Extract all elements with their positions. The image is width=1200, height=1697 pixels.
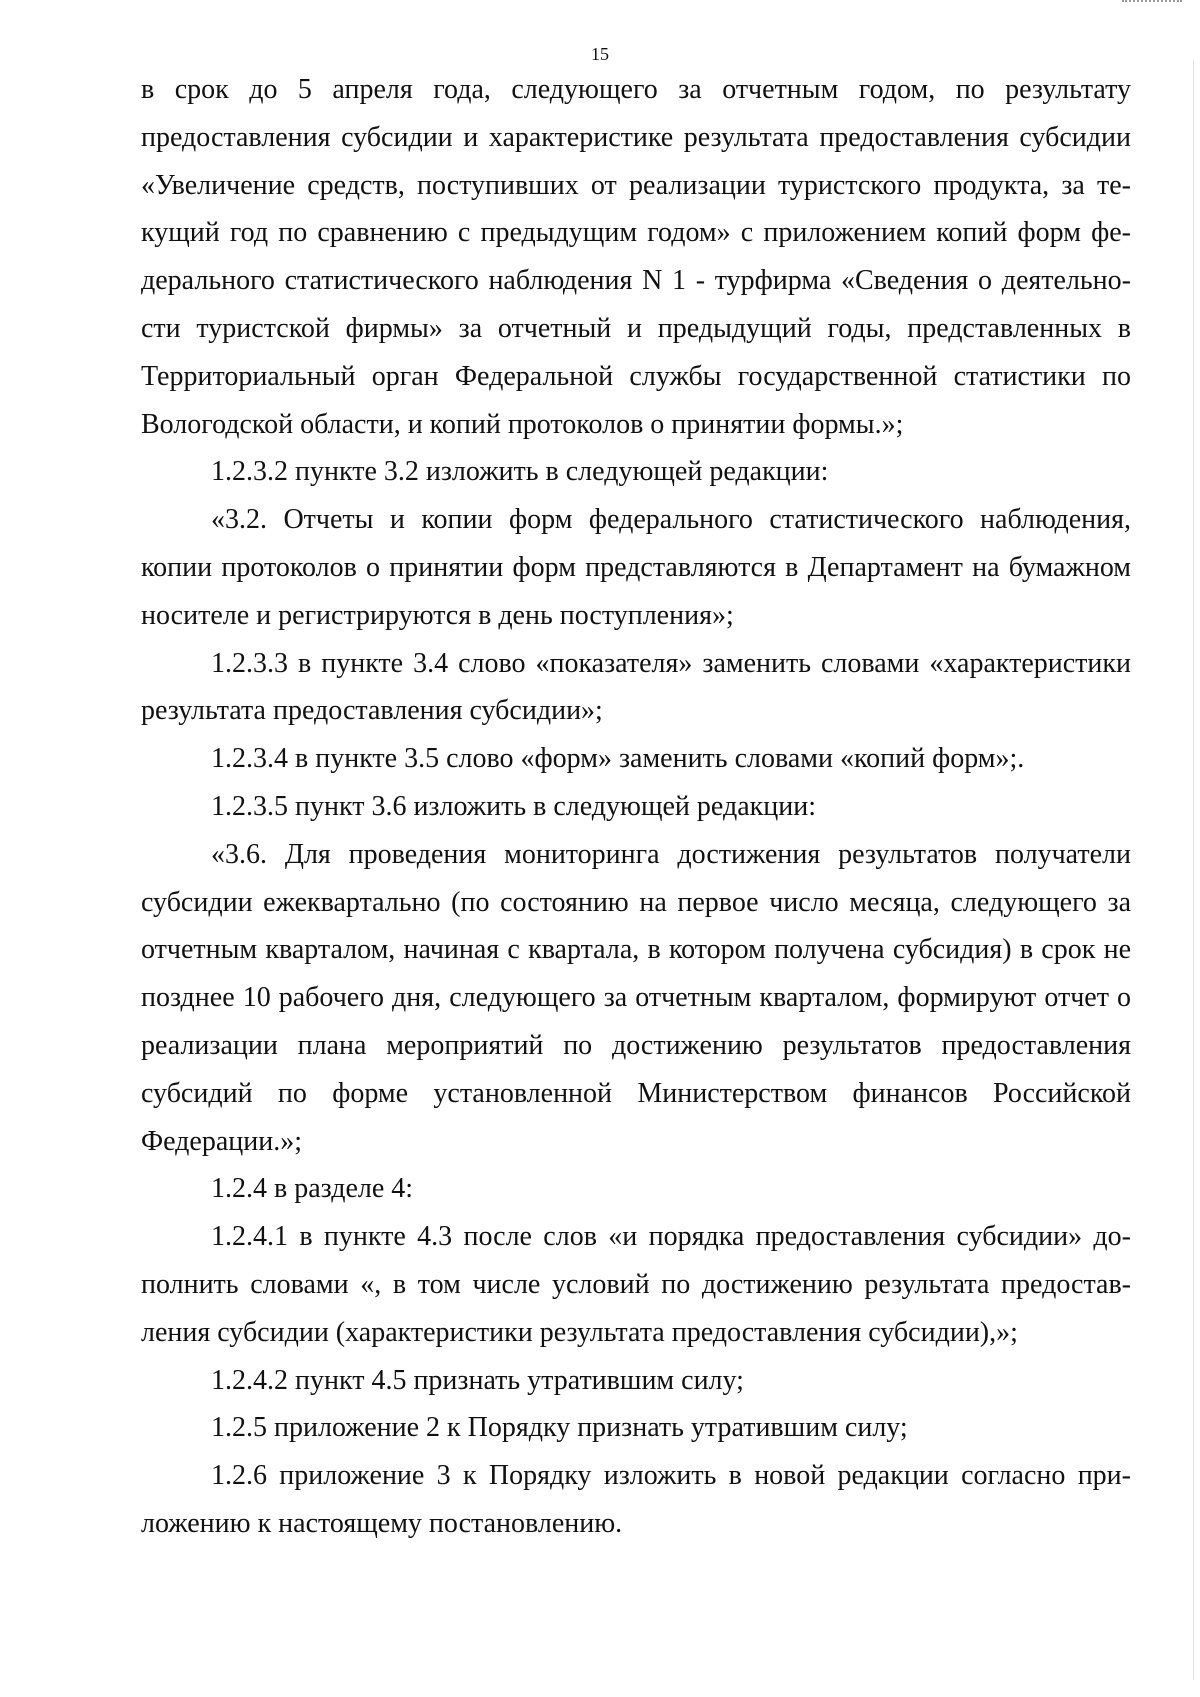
paragraph-item-1-2-3-2: 1.2.3.2 пункте 3.2 изложить в следующей редакции: [211,456,829,488]
page-number: 15 [591,44,609,64]
document-body [141,66,1131,1548]
paragraph-item-1-2-6: 1.2.6 приложение 3 к Порядку изложить в новой редакции согласно приложению к настоящему постановлению. [141,1460,1131,1539]
paragraph-item-1-2-4-2: 1.2.4.2 пункт 4.5 признать утратившим силу; [211,1364,744,1396]
scan-edge-marks [1122,0,1182,6]
paragraph-quote-3-2: «3.2. Отчеты и копии форм федерального статистического наблюдения, копии протоколов о принятии форм представляются в Департамент на бумажном носителе и регистрируются в день поступления»; [141,504,1131,631]
paragraph-item-1-2-3-5: 1.2.3.5 пункт 3.6 изложить в следующей редакции: [211,790,816,822]
paragraph-item-1-2-4: 1.2.4 в разделе 4: [211,1173,414,1205]
paragraph-quote-3-6: «3.6. Для проведения мониторинга достижения результатов получатели субсидии ежеквартально (по состоянию на первое число месяца, следующего за отчетным кварталом, начиная с квартала, в котором получена субсидия) в срок не позднее 10 рабочего дня, следующего за отчетным кварталом, формируют отчет о реализации плана мероприятий по достижению результатов предоставления субсидий по форме установленной Министерством финансов Российской Федерации.»; [141,838,1131,1157]
scan-edge-line [1193,60,1194,1680]
paragraph-item-1-2-3-3: 1.2.3.3 в пункте 3.4 слово «показателя» заменить словами «характеристики результата предоставления субсидии»; [141,647,1131,727]
paragraph-item-1-2-3-4: 1.2.3.4 в пункте 3.5 слово «форм» заменить словами «копий форм»;. [211,743,1025,775]
paragraph-continuation: в срок до 5 апреля года, следующего за отчетным годом, по результату предоставления субсидии и характеристике результата предоставления субсидии «Увеличение средств, поступивших от реализации туристского продукта, за текущий год по сравнению с предыдущим годом» с приложением копий форм федерального статистического наблюдения N 1 - турфирма «Сведения о деятельности туристской фирмы» за отчетный и предыдущий годы, представленных в Территориальный орган Федеральной службы государственной статистики по Вологодской области, и копий протоколов о принятии формы.»; [141,74,1131,440]
paragraph-item-1-2-4-1: 1.2.4.1 в пункте 4.3 после слов «и порядка предоставления субсидии» дополнить словами «, в том числе условий по достижению результата предоставления субсидии (характеристики результата предоставления субсидии),»; [141,1221,1131,1348]
paragraph-item-1-2-5: 1.2.5 приложение 2 к Порядку признать утратившим силу; [211,1412,908,1444]
